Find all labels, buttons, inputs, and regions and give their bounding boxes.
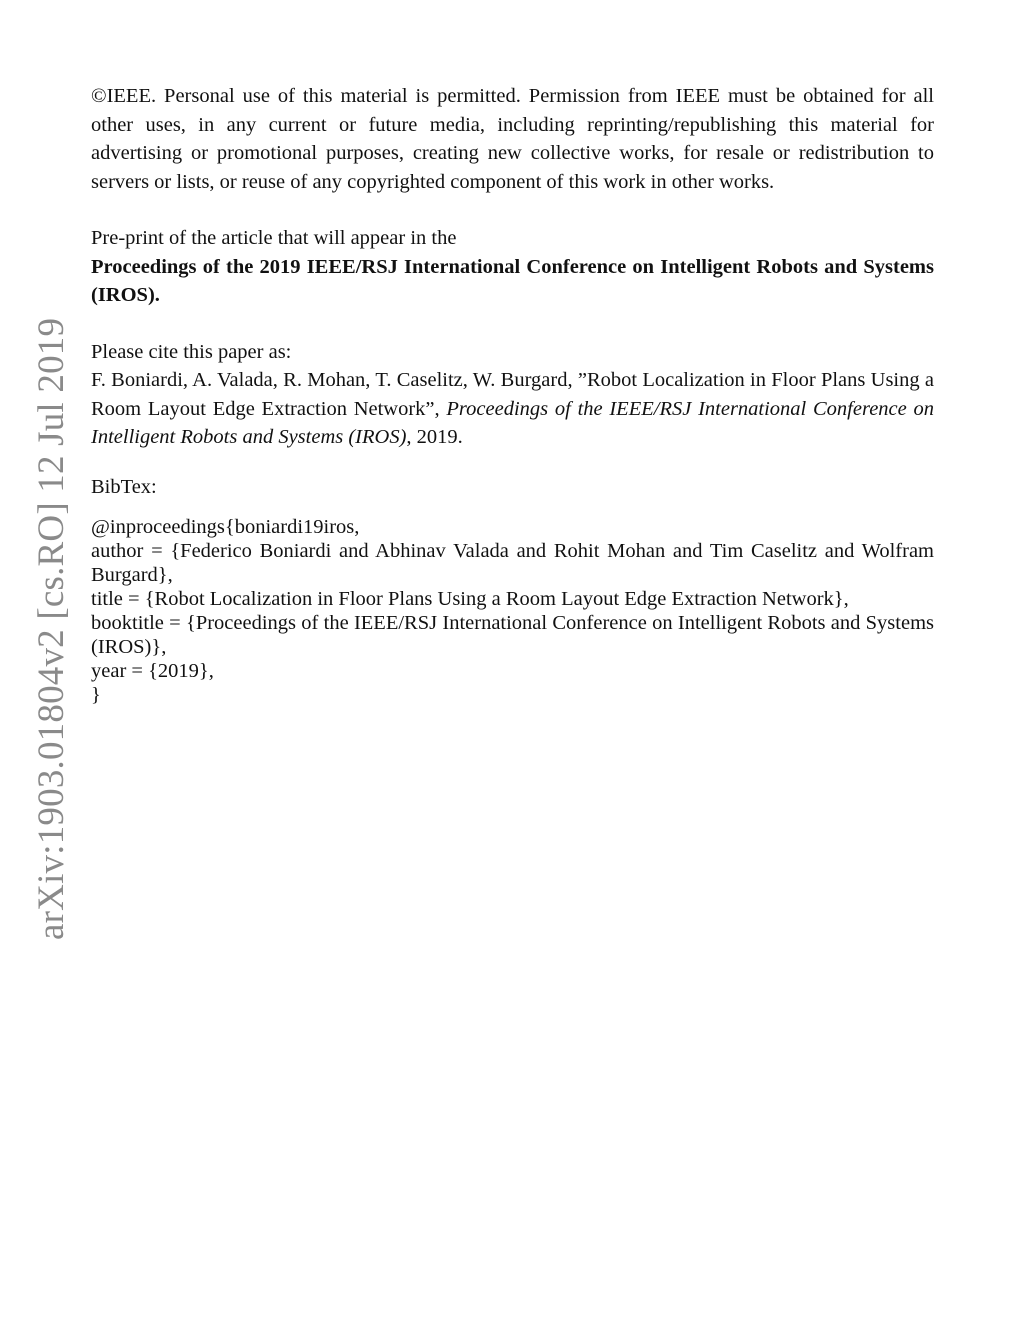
preprint-intro: Pre-print of the article that will appear in the: [91, 227, 457, 249]
bibtex-heading: BibTex:: [91, 475, 157, 498]
citation-text: [91, 366, 934, 452]
citation-authors-title: F. Boniardi, A. Valada, R. Mohan, T. Caselitz, W. Burgard, ”Robot Localization in Floor Plans Using a Room Layout Edge Extraction Network”,: [91, 369, 934, 420]
bibtex-line: title = {Robot Localization in Floor Plans Using a Room Layout Edge Extraction Network},: [91, 588, 849, 610]
bibtex-line: year = {2019},: [91, 660, 214, 682]
citation-venue: Proceedings of the IEEE/RSJ International Conference on Intelligent Robots and Systems (IROS): [91, 397, 934, 448]
bibtex-line: author = {Federico Boniardi and Abhinav Valada and Rohit Mohan and Tim Caselitz and Wolfram Burgard},: [91, 540, 934, 586]
preprint-notice: [91, 224, 934, 310]
citation-year: , 2019.: [406, 426, 463, 448]
bibtex-line: @inproceedings{boniardi19iros,: [91, 516, 360, 538]
bibtex-block: [91, 473, 934, 708]
preprint-venue: Proceedings of the 2019 IEEE/RSJ International Conference on Intelligent Robots and Systems (IROS).: [91, 255, 934, 306]
bibtex-line: booktitle = {Proceedings of the IEEE/RSJ International Conference on Intelligent Robots and Systems (IROS)},: [91, 612, 934, 658]
bibtex-entry: [91, 515, 934, 707]
cover-page: [91, 82, 934, 707]
citation-heading: Please cite this paper as:: [91, 340, 292, 363]
arxiv-identifier-stamp: arXiv:1903.01804v2 [cs.RO] 12 Jul 2019: [31, 317, 72, 940]
citation-block: [91, 338, 934, 452]
bibtex-line: }: [91, 684, 101, 706]
copyright-notice: ©IEEE. Personal use of this material is permitted. Permission from IEEE must be obtained for all other uses, in any current or future media, including reprinting/republishing this material for advertising or promotional purposes, creating new collective works, for resale or redistribution to servers or lists, or reuse of any copyrighted component of this work in other works.: [91, 85, 934, 193]
